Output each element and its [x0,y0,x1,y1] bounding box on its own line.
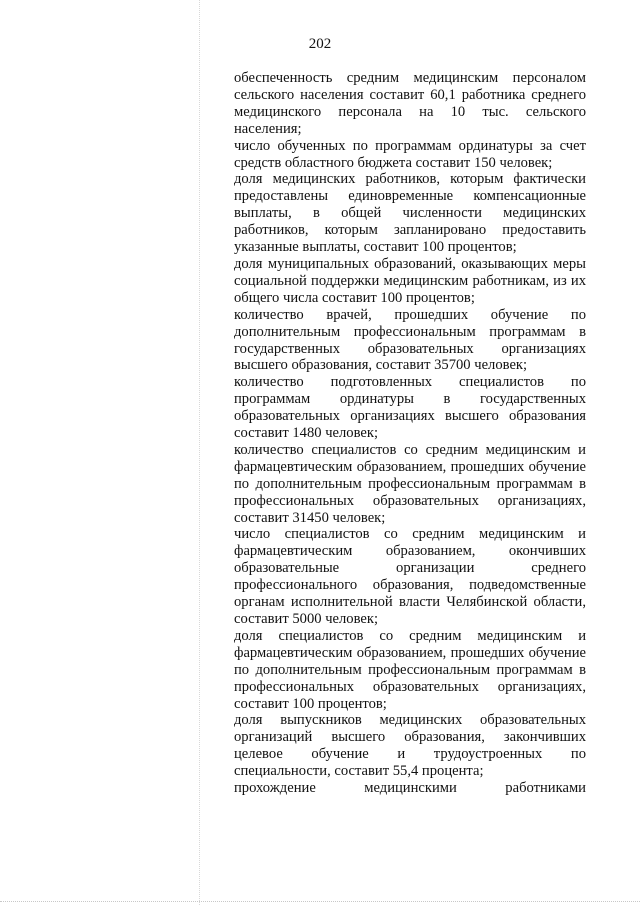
scan-margin-line [199,0,200,905]
document-body [234,70,586,797]
paragraph-rural-staffing: обеспеченность средним медицинским персоналом сельского населения составит 60,1 работника среднего медицинского персонала на 10 тыс. сельского населения; [234,70,586,137]
paragraph-residency-trained: число обученных по программам ординатуры за счет средств областного бюджета составит 150 человек; [234,137,586,171]
paragraph-residency-specialists: количество подготовленных специалистов по программам ординатуры в государственных образовательных организациях высшего образования составит 1480 человек; [234,374,586,442]
paragraph-continued: прохождение медицинскими работниками [234,780,586,797]
scan-bottom-edge [0,901,640,902]
paragraph-nurses-training-share: доля специалистов со средним медицинским и фармацевтическим образованием, прошедших обучение по дополнительным профессиональным программам в профессиональных образовательных организациях, составит 100 процентов; [234,627,586,712]
paragraph-municipal-support: доля муниципальных образований, оказывающих меры социальной поддержки медицинским работникам, из их общего числа составит 100 процентов; [234,255,586,306]
paragraph-nurses-graduates: число специалистов со средним медицинским и фармацевтическим образованием, окончивших образовательные организации среднего профессионального образования, подведомственные органам исполнительной власти Челябинской области, составит 5000 человек; [234,526,586,627]
paragraph-doctors-training: количество врачей, прошедших обучение по дополнительным профессиональным программам в государственных образовательных организациях высшего образования, составит 35700 человек; [234,306,586,374]
paragraph-compensation-payments: доля медицинских работников, которым фактически предоставлены единовременные компенсационные выплаты, в общей численности медицинских работников, которым запланировано предоставить указанные выплаты, составит 100 процентов; [234,171,586,256]
paragraph-nurses-training: количество специалистов со средним медицинским и фармацевтическим образованием, прошедших обучение по дополнительным профессиональным программам в профессиональных образовательных организациях, составит 31450 человек; [234,441,586,526]
page-number: 202 [308,36,332,52]
paragraph-targeted-graduates: доля выпускников медицинских образовательных организаций высшего образования, закончивших целевое обучение и трудоустроенных по специальности, составит 55,4 процента; [234,712,586,780]
